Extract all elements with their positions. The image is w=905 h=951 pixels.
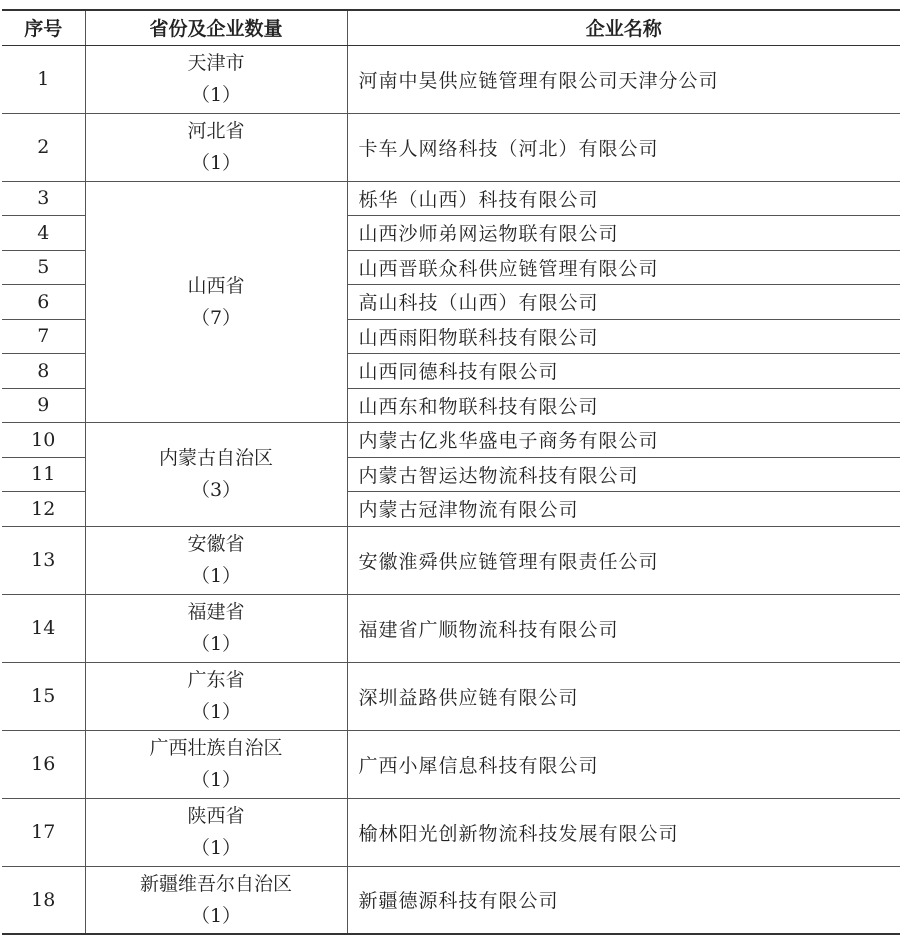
row-seq: 15 — [2, 662, 85, 730]
province-cell — [85, 730, 347, 798]
enterprise-table — [2, 9, 900, 935]
table-row — [2, 730, 900, 798]
row-seq: 16 — [2, 730, 85, 798]
row-seq: 14 — [2, 594, 85, 662]
company-name: 卡车人网络科技（河北）有限公司 — [347, 113, 900, 181]
province-name: 陕西省 — [187, 805, 245, 827]
province-cell — [85, 423, 347, 527]
province-count: （1） — [190, 633, 242, 655]
province-name: 广东省 — [187, 669, 245, 691]
row-seq: 6 — [2, 285, 85, 320]
province-count: （1） — [190, 565, 242, 587]
company-name: 山西沙师弟网运物联有限公司 — [347, 216, 900, 251]
province-cell — [85, 113, 347, 181]
company-name: 内蒙古亿兆华盛电子商务有限公司 — [347, 423, 900, 458]
row-seq: 17 — [2, 798, 85, 866]
table-row — [2, 113, 900, 181]
row-seq: 12 — [2, 492, 85, 527]
province-count: （7） — [190, 306, 242, 329]
province-cell — [85, 45, 347, 113]
province-cell — [85, 181, 347, 423]
province-name: 天津市 — [187, 52, 245, 74]
row-seq: 8 — [2, 354, 85, 389]
row-seq: 7 — [2, 319, 85, 354]
province-name: 内蒙古自治区 — [158, 447, 273, 470]
row-seq: 2 — [2, 113, 85, 181]
row-seq: 13 — [2, 526, 85, 594]
table-row — [2, 594, 900, 662]
province-name: 新疆维吾尔自治区 — [139, 872, 292, 895]
province-name: 河北省 — [187, 120, 245, 142]
province-count: （1） — [190, 837, 242, 859]
header-company: 企业名称 — [347, 10, 900, 45]
company-name: 榆林阳光创新物流科技发展有限公司 — [347, 798, 900, 866]
company-name: 福建省广顺物流科技有限公司 — [347, 594, 900, 662]
company-name: 山西同德科技有限公司 — [347, 354, 900, 389]
province-name: 安徽省 — [187, 533, 245, 555]
company-name: 河南中昊供应链管理有限公司天津分公司 — [347, 45, 900, 113]
province-count: （1） — [190, 84, 242, 106]
company-name: 内蒙古智运达物流科技有限公司 — [347, 457, 900, 492]
province-count: （1） — [190, 904, 242, 927]
header-row — [2, 10, 900, 45]
row-seq: 10 — [2, 423, 85, 458]
company-name: 高山科技（山西）有限公司 — [347, 285, 900, 320]
province-cell — [85, 662, 347, 730]
province-name: 广西壮族自治区 — [149, 737, 283, 759]
table-row — [2, 45, 900, 113]
province-cell — [85, 594, 347, 662]
province-count: （1） — [190, 152, 242, 174]
province-name: 山西省 — [187, 274, 245, 297]
row-seq: 11 — [2, 457, 85, 492]
company-name: 安徽淮舜供应链管理有限责任公司 — [347, 526, 900, 594]
row-seq: 18 — [2, 866, 85, 934]
company-name: 深圳益路供应链有限公司 — [347, 662, 900, 730]
table-row — [2, 423, 900, 458]
row-seq: 1 — [2, 45, 85, 113]
company-name: 山西东和物联科技有限公司 — [347, 388, 900, 423]
company-name: 新疆德源科技有限公司 — [347, 866, 900, 934]
table-row — [2, 798, 900, 866]
province-count: （1） — [190, 769, 242, 791]
company-name: 山西晋联众科供应链管理有限公司 — [347, 250, 900, 285]
company-name: 内蒙古冠津物流有限公司 — [347, 492, 900, 527]
company-name: 广西小犀信息科技有限公司 — [347, 730, 900, 798]
province-count: （1） — [190, 701, 242, 723]
province-cell — [85, 798, 347, 866]
header-seq: 序号 — [2, 10, 85, 45]
province-cell — [85, 866, 347, 934]
table-row — [2, 181, 900, 216]
row-seq: 5 — [2, 250, 85, 285]
company-name: 栎华（山西）科技有限公司 — [347, 181, 900, 216]
table-row — [2, 526, 900, 594]
province-count: （3） — [190, 479, 242, 502]
row-seq: 3 — [2, 181, 85, 216]
table-row — [2, 866, 900, 934]
row-seq: 9 — [2, 388, 85, 423]
province-cell — [85, 526, 347, 594]
row-seq: 4 — [2, 216, 85, 251]
province-name: 福建省 — [187, 601, 245, 623]
header-province: 省份及企业数量 — [85, 10, 347, 45]
company-name: 山西雨阳物联科技有限公司 — [347, 319, 900, 354]
table-row — [2, 662, 900, 730]
